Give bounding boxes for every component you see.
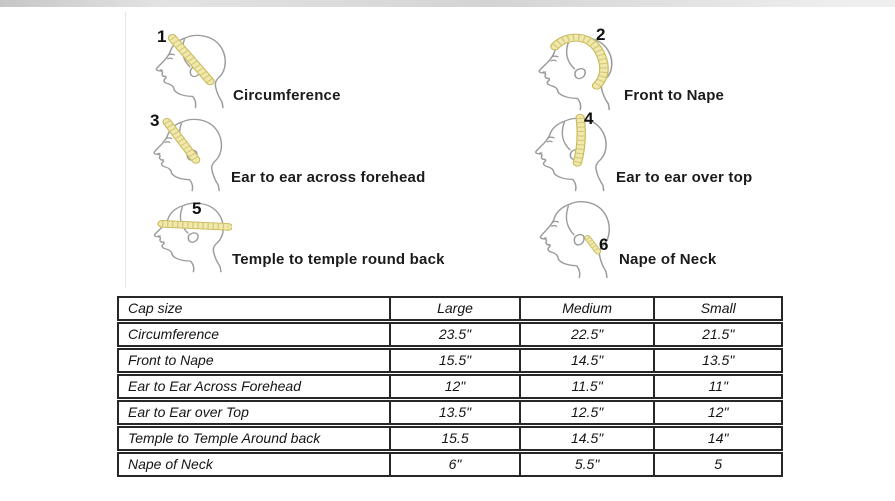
diagram-label-temple-to-temple: Temple to temple round back: [232, 251, 445, 268]
cap-size-table: [117, 296, 783, 478]
table-row: [117, 322, 783, 347]
value-cell: 12": [653, 402, 781, 423]
row-label: Front to Nape: [128, 352, 214, 368]
value-cell: 22.5": [519, 324, 654, 345]
diagram-label-nape-of-neck: Nape of Neck: [619, 251, 717, 268]
diagram-number-4: 4: [584, 109, 594, 128]
diagram-number-6: 6: [599, 235, 609, 254]
top-edge-strip: [0, 0, 895, 7]
diagram-label-ear-to-ear-across-forehead: Ear to ear across forehead: [231, 169, 426, 186]
value-cell: 12": [389, 376, 519, 397]
value-cell: 11": [653, 376, 781, 397]
value-cell: 12.5": [519, 402, 654, 423]
measuring-band: [577, 118, 581, 163]
value-cell: 6": [389, 454, 519, 475]
head-illustration-ear-to-ear-over-top: [521, 113, 615, 193]
diagram-label-front-to-nape: Front to Nape: [624, 87, 725, 104]
value-cell: 13.5": [653, 350, 781, 371]
value-cell: 13.5": [389, 402, 519, 423]
column-header-small: Small: [653, 298, 781, 319]
head-illustration-circumference: [142, 27, 234, 110]
value-cell: 15.5": [389, 350, 519, 371]
value-cell: 14": [653, 428, 781, 449]
head-illustration-front-to-nape: [524, 32, 621, 112]
head-illustration-temple-to-temple: [140, 198, 232, 274]
value-cell: 11.5": [519, 376, 654, 397]
diagram-number-1: 1: [157, 27, 167, 46]
table-row: [117, 374, 783, 399]
value-cell: 14.5": [519, 350, 654, 371]
row-label: Nape of Neck: [128, 456, 213, 472]
table-row: [117, 348, 783, 373]
table-header-row: [117, 296, 783, 321]
column-header-large: Large: [389, 298, 519, 319]
row-label: Ear to Ear over Top: [128, 404, 249, 420]
value-cell: 23.5": [389, 324, 519, 345]
table-row: [117, 400, 783, 425]
table-row: [117, 426, 783, 451]
diagram-number-5: 5: [192, 199, 202, 218]
row-label: Ear to Ear Across Forehead: [128, 378, 302, 394]
column-header-cap-size: Cap size: [128, 300, 183, 316]
row-label: Circumference: [128, 326, 220, 342]
measuring-band: [162, 224, 228, 227]
measuring-band: [588, 238, 598, 251]
value-cell: 15.5: [389, 428, 519, 449]
diagram-number-3: 3: [150, 111, 160, 130]
diagram-label-circumference: Circumference: [233, 87, 341, 104]
value-cell: 5: [653, 454, 781, 475]
column-header-medium: Medium: [519, 298, 654, 319]
value-cell: 21.5": [653, 324, 781, 345]
panel-edge-line: [125, 12, 126, 288]
diagram-label-ear-to-ear-over-top: Ear to ear over top: [616, 169, 753, 186]
table-row: [117, 452, 783, 477]
diagram-number-2: 2: [596, 25, 606, 44]
value-cell: 5.5": [519, 454, 654, 475]
measuring-band: [167, 122, 196, 160]
value-cell: 14.5": [519, 428, 654, 449]
row-label: Temple to Temple Around back: [128, 430, 321, 446]
